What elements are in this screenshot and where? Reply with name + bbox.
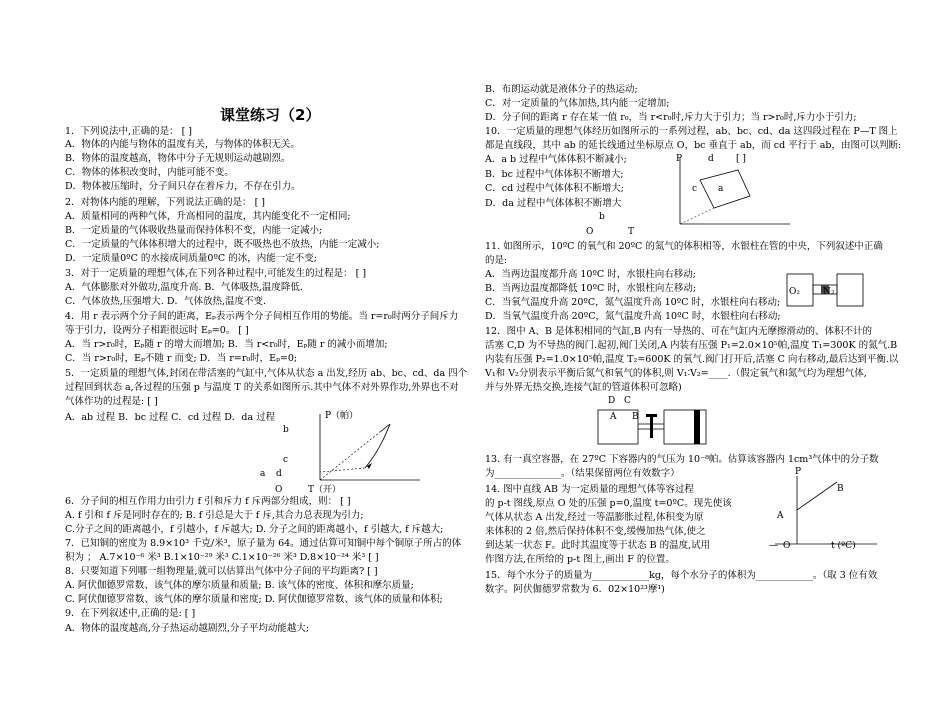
text-line: A．质量相同的两种气体，升高相同的温度，其内能变化不一定相同; bbox=[65, 211, 351, 222]
q10-a-label: a bbox=[718, 184, 724, 194]
text-line: C．一定质量的气体体积增大的过程中，既不吸热也不放热，内能一定减小; bbox=[65, 239, 380, 250]
text-line: B．布朗运动就是液体分子的热运动; bbox=[485, 84, 638, 95]
q12-d-label: D bbox=[608, 396, 616, 406]
text-line: C．当 r>r₀时，Eₚ不随 r 而变; D．当 r=r₀时，Eₚ=0; bbox=[65, 353, 298, 364]
text-line: A．当 r>r₀时，Eₚ随 r 的增大而增加; B．当 r<r₀时，Eₚ随 r 的减小而增加; bbox=[65, 339, 388, 350]
text-line: D．一定质量0ºC 的水接成同质量0ºC 的冰，内能一定不变; bbox=[65, 253, 317, 264]
text-line: 过程回到状态 a,各过程的压强 p 与温度 T 的关系如图所示.其中气体不对外界作功,外界也不对 bbox=[65, 382, 459, 393]
q10-pt-diagram bbox=[586, 150, 800, 238]
text-line: 13. 有一真空容器，在 27ºC 下容器内的气压为 10⁻⁸帕。估算该容器内 1cm³气体中的分子数 bbox=[485, 454, 879, 465]
text-line: 14. 图中直线 AB 为一定质量的理想气体等容过程 bbox=[485, 484, 695, 495]
text-line: 作图方法,在所给的 p-t 图上,画出 F 的位置。 bbox=[485, 554, 675, 565]
text-line: B．bc 过程中气体体积不断增大; bbox=[485, 169, 624, 180]
text-line: B．物体的温度越高，物体中分子无规则运动越剧烈。 bbox=[65, 153, 291, 164]
text-line: A. f 引和 f 斥是同时存在的; B. f 引总是大于 f 斥,其合力总表现为引力; bbox=[65, 510, 364, 521]
q14-b-label: B bbox=[837, 484, 844, 494]
q12-cylinder-diagram bbox=[590, 392, 730, 450]
q5-b-label: b bbox=[283, 425, 289, 435]
q5-t-label: T（开） bbox=[308, 485, 342, 495]
text-line: V₁和 V₂分别表示平衡后氮气和氧气的体积,则 V₁∶V₂=____.（假定氧气和氮气均为理想气体, bbox=[485, 368, 867, 379]
text-line: 12．图中 A、B 是体积相同的气缸,B 内有一导热的、可在气缸内无摩擦滑动的、体积不计的 bbox=[485, 326, 872, 337]
q10-d-label: d bbox=[708, 154, 714, 164]
text-line: 1．下列说法中,正确的是： [ ] bbox=[65, 126, 193, 137]
q11-n2-label: N₂ bbox=[823, 287, 835, 297]
text-line: 的 p-t 图线,原点 O 处的压强 p=0,温度 t=0ºC。现先使该 bbox=[485, 498, 732, 509]
text-line: 来体积的 2 倍,然后保持体积不变,缓慢加热气体,使之 bbox=[485, 526, 706, 537]
text-line: B．一定质量的气体吸收热量而保持体积不变，内能一定减小; bbox=[65, 225, 323, 236]
text-line: D．当氧气温度升高 20ºC，氮气温度升高 10ºC 时，水银柱向右移动; bbox=[485, 311, 781, 322]
text-line: A．a b 过程中气体体积不断减小; bbox=[485, 154, 627, 165]
q12-a-label: A bbox=[610, 412, 617, 422]
text-line: A．ab 过程 B．bc 过程 C．cd 过程 D．da 过程 bbox=[65, 412, 276, 423]
text-line: 并与外界无热交换,连接气缸的管道体积可忽略) bbox=[485, 382, 682, 393]
text-line: D．da 过程中气体体积不断增大 bbox=[485, 198, 622, 209]
text-line: C．cd 过程中气体体积不断增大; bbox=[485, 183, 624, 194]
text-line: 积为 ； A.7×10⁻⁶ 米³ B.1×10⁻²⁹ 米³ C.1×10⁻²⁶ 米³ D.8×10⁻²⁴ 米³ [ ] bbox=[65, 552, 379, 563]
text-line: 15．每个水分子的质量为____________kg，每个水分子的体积为____________。（取 3 位有效 bbox=[485, 570, 878, 581]
text-line: C．对一定质量的气体加热,其内能一定增加; bbox=[485, 98, 670, 109]
q12-b-label: B bbox=[632, 412, 639, 422]
q11-o2-label: O₂ bbox=[789, 287, 800, 297]
text-line: A．物体的内能与物体的温度有关，与物体的体积无关。 bbox=[65, 139, 300, 150]
q5-a-label: a bbox=[260, 469, 266, 479]
text-line: C．气体放热,压强增大. D．气体放热,温度不变. bbox=[65, 296, 266, 307]
text-line: C. 阿伏伽德罗常数、该气体的摩尔质量和密度; D. 阿伏伽德罗常数、该气体的质量和体积; bbox=[65, 594, 443, 605]
text-line: 为______________。（结果保留两位有效数字） bbox=[485, 468, 680, 479]
q5-d-label: d bbox=[276, 469, 282, 479]
text-line: A．气体膨胀对外做功,温度升高. B．气体吸热,温度降低. bbox=[65, 282, 303, 293]
q14-t-label: t (ºC) bbox=[831, 541, 856, 551]
text-line: 6．分子间的相互作用力由引力 f 引和斥力 f 斥两部分组成，则： [ ] bbox=[65, 496, 351, 507]
text-line: B．当两边温度都降低 10ºC 时，水银柱向左移动; bbox=[485, 283, 697, 294]
q14-p-label: P bbox=[795, 467, 802, 477]
text-line: 7．已知铜的密度为 8.9×10³ 千克/米³，原子量为 64。通过估算可知铜中每个铜原子所占的体 bbox=[65, 538, 462, 549]
q5-p-label: P（帕） bbox=[325, 411, 359, 421]
text-line: 10．一定质量的理想气体经历如图所示的一系列过程，ab、bc、cd、da 这四段过程在 P—T 图上 bbox=[485, 126, 898, 137]
q12-c-label: C bbox=[624, 396, 631, 406]
q10-t-label: T bbox=[628, 227, 635, 237]
q14-pt-diagram bbox=[769, 467, 885, 552]
q5-c-label: c bbox=[283, 455, 289, 465]
text-line: 活塞 C,D 为不导热的阀门.起初,阀门关闭,A 内装有压强 P₁=2.0×10⁵帕,温度 T₁=300K 的氮气.B bbox=[485, 340, 898, 351]
text-line: 内装有压强 P₂=1.0×10⁵帕,温度 T₂=600K 的氧气.阀门打开后,活塞 C 向右移动,最后达到平衡.以 bbox=[485, 354, 899, 365]
q10-c-label: c bbox=[692, 184, 698, 194]
q11-tube-diagram bbox=[785, 270, 865, 310]
text-line: D．物体被压缩时，分子间只存在着斥力，不存在引力。 bbox=[65, 181, 301, 192]
page-title: 课堂练习（2） bbox=[220, 106, 321, 124]
text-line: 11. 如图所示，10ºC 的氧气和 20ºC 的氮气的体积相等，水银柱在管的中央，下列叙述中正确 bbox=[485, 241, 883, 252]
text-line: C．当氧气温度升高 20ºC，氮气温度升高 10ºC 时，水银柱向右移动; bbox=[485, 297, 781, 308]
text-line: 气体作功的过程是: [ ] bbox=[65, 396, 158, 407]
q10-b-label: b bbox=[599, 212, 605, 222]
q10-p-label: P bbox=[676, 154, 683, 164]
text-line: 都是直线段，其中 ab 的延长线通过坐标原点 O，bc 垂直于 ab，而 cd 平行于 ab，由图可以判断: bbox=[485, 140, 902, 151]
text-line: 3．对于一定质量的理想气体,在下列各种过程中,可能发生的过程是： [ ] bbox=[65, 268, 367, 279]
text-line: A．当两边温度都升高 10ºC 时，水银柱向右移动; bbox=[485, 269, 696, 280]
q14-minus: — bbox=[769, 541, 778, 551]
text-line: C．物体的体积改变时，内能可能不变。 bbox=[65, 167, 234, 178]
q5-pt-diagram bbox=[180, 410, 430, 495]
text-line: 2．对物体内能的理解，下列说法正确的是： [ ] bbox=[65, 197, 265, 208]
text-line: 等于引力，设两分子相距很远时 Eₚ=0。 [ ] bbox=[65, 325, 249, 336]
text-line: D．分子间的距离 r 存在某一值 r₀，当 r<r₀时,斥力大于引力；当 r>r₀时,斥力小于引力; bbox=[485, 112, 857, 123]
q5-o-label: O bbox=[275, 485, 283, 495]
q14-o-label: O bbox=[783, 541, 791, 551]
q10-bracket: [ ] bbox=[736, 154, 746, 164]
text-line: 到达某一状态 F。此时其温度等于状态 B 的温度,试用 bbox=[485, 540, 711, 551]
text-line: 数字。阿伏伽德罗常数为 6．02×10²³摩¹) bbox=[485, 584, 665, 595]
text-line: C.分子之间的距离越小，f 引越小，f 斥越大; D. 分子之间的距离越小，f 引越大, f 斥越大; bbox=[65, 524, 444, 535]
q14-a-label: A bbox=[777, 511, 784, 521]
text-line: 8．只要知道下列哪一组物理量,就可以估算出气体中分子间的平均距离? [ ] bbox=[65, 566, 378, 577]
text-line: 的是: bbox=[485, 255, 508, 266]
text-line: 气体从状态 A 出发,经过一等温膨胀过程,体积变为原 bbox=[485, 512, 704, 523]
text-line: 4．用 r 表示两个分子间的距离，Eₚ表示两个分子间相互作用的势能。当 r=r₀时两分子间斥力 bbox=[65, 311, 459, 322]
text-line: 5．一定质量的理想气体,封闭在带活塞的气缸中,气体从状态 a 出发,经历 ab、bc、cd、da 四个 bbox=[65, 368, 468, 379]
text-line: A. 阿伏伽德罗常数、该气体的摩尔质量和质量; B. 该气体的密度、体积和摩尔质量; bbox=[65, 580, 414, 591]
q10-o-label: O bbox=[586, 227, 594, 237]
text-line: A．物体的温度越高,分子热运动越剧烈,分子平均动能越大; bbox=[65, 623, 310, 634]
text-line: 9．在下列叙述中,正确的是: [ ] bbox=[65, 608, 196, 619]
